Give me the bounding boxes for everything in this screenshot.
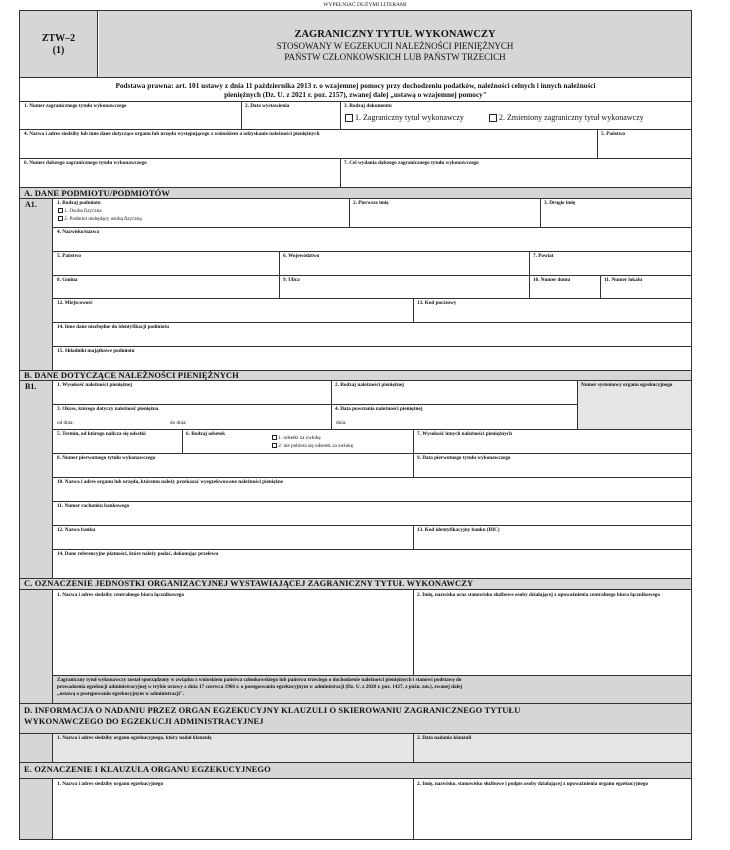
section-a-row-label: A1. bbox=[25, 200, 37, 209]
a-row-7 bbox=[53, 346, 691, 370]
checkbox[interactable] bbox=[58, 208, 63, 213]
legal-basis-line-1: Podstawa prawna: art. 101 ustawy z dnia 11 października 2013 r. o wzajemnej pomocy przy dochodzeniu podatków, należności celnych i innych należności bbox=[115, 81, 596, 90]
entity-type-option-1[interactable] bbox=[58, 208, 102, 214]
field-postal-code: 13. Kod pocztowy bbox=[417, 300, 457, 306]
checkbox[interactable] bbox=[489, 114, 497, 122]
divider bbox=[340, 158, 341, 187]
option-label: 1. Zagraniczny tytuł wykonawczy bbox=[355, 113, 464, 122]
field-payment-reference: 14. Dane referencyjne płatności, które należy podać, dokonując przelewu bbox=[57, 551, 219, 557]
origin-date-day: dnia: bbox=[336, 420, 347, 426]
section-c-note-line-2: prowadzenia egzekucji administracyjnej w trybie ustawy z dnia 17 czerwca 1966 r. o postępowaniu egzekucyjnym w administracji (Dz. U. z 2020 r. poz. 1427, z późn. zm.), zwanej dalej bbox=[57, 684, 463, 690]
form-code: ZTW–2 bbox=[41, 33, 76, 44]
field-further-title-purpose: 7. Cel wydania dalszego zagranicznego tytułu wykonawczego bbox=[344, 160, 479, 166]
divider bbox=[241, 101, 242, 129]
field-county: 7. Powiat bbox=[533, 253, 554, 259]
section-a-title: A. DANE PODMIOTU/PODMIOTÓW bbox=[24, 188, 170, 198]
a-row-3 bbox=[53, 251, 691, 275]
divider bbox=[413, 733, 414, 762]
divider bbox=[331, 404, 332, 429]
legal-basis bbox=[20, 77, 691, 101]
field-commune: 8. Gmina bbox=[57, 277, 78, 283]
field-enforcement-officer: 2. Imię, nazwisko, stanowisko służbowe i podpis osoby działającej z upoważnienia organu egzekucyjnego bbox=[417, 781, 649, 787]
b-row-7 bbox=[53, 525, 691, 549]
section-d-left-column bbox=[20, 733, 53, 762]
section-c-note-line-3: „ustawą o postępowaniu egzekucyjnym w administracji". bbox=[57, 691, 185, 697]
section-b-title: B. DANE DOTYCZĄCE NALEŻNOŚCI PIENIĘŻNYCH bbox=[24, 370, 239, 380]
field-voivodeship: 6. Województwo bbox=[283, 253, 320, 259]
field-country: 5. Państwo bbox=[601, 131, 625, 137]
section-b-row-label: B1. bbox=[25, 382, 37, 391]
option-label: 1. Osoba fizyczna bbox=[64, 208, 102, 214]
checkbox[interactable] bbox=[272, 443, 277, 448]
legal-basis-line-2: pieniężnych (Dz. U. z 2021 r. poz. 2157), zwanej dalej „ustawą o wzajemnej pomocy" bbox=[224, 90, 487, 99]
period-to: do dnia: bbox=[170, 420, 187, 426]
divider bbox=[279, 251, 280, 275]
field-enforcement-authority: 1. Nazwa i adres siedziby organu egzekucyjnego bbox=[57, 781, 164, 787]
entity-type-option-2[interactable] bbox=[58, 216, 142, 222]
form-code-cell bbox=[20, 11, 98, 77]
form-title: ZAGRANICZNY TYTUŁ WYKONAWCZY bbox=[294, 29, 496, 40]
field-bank-account: 11. Numer rachunku bankowego bbox=[57, 503, 130, 509]
document-type-option-1[interactable] bbox=[345, 113, 464, 122]
e-row-1 bbox=[53, 778, 691, 839]
field-entity-type: 1. Rodzaj podmiotu bbox=[57, 200, 101, 206]
field-further-title-number: 6. Numer dalszego zagranicznego tytułu wykonawczego bbox=[24, 160, 147, 166]
c-row-1 bbox=[53, 589, 691, 675]
form-subtitle-1: STOSOWANY W EGZEKUCJI NALEŻNOŚCI PIENIĘŻNYCH bbox=[276, 41, 514, 51]
form-version: (1) bbox=[52, 45, 65, 56]
section-e-left-column bbox=[20, 778, 53, 839]
field-recipient-authority: 10. Nazwa i adres organu lub urzędu, któremu należy przekazać wyegzekwowane należności pieniężne bbox=[57, 479, 284, 485]
field-state: 5. Państwo bbox=[57, 253, 81, 259]
section-c-note-line-1: Zagraniczny tytuł wykonawczy został sporządzony w związku z wnioskiem państwa członkowskiego lub państwa trzeciego o dochodzenie należności pieniężnych i stanowi podstawę do bbox=[57, 677, 462, 683]
field-requesting-authority: 4. Nazwa i adres siedziby lub inne dane dotyczące organu lub urzędu występującego z wnioskiem o odzyskanie należności pieniężnych bbox=[24, 131, 320, 137]
divider bbox=[413, 589, 414, 675]
field-apartment-number: 11. Numer lokalu bbox=[604, 277, 643, 283]
field-system-number: Numer systemowy organu egzekucyjnego bbox=[581, 382, 673, 388]
interest-type-option-1[interactable] bbox=[272, 435, 321, 441]
checkbox[interactable] bbox=[272, 435, 277, 440]
section-d-title-line-1: D. INFORMACJA O NADANIU PRZEZ ORGAN EGZEKUCYJNY KLAUZULI O SKIEROWANIU ZAGRANICZNEGO TYTUŁU bbox=[24, 705, 521, 715]
b-row-6 bbox=[53, 501, 691, 525]
field-street: 9. Ulica bbox=[283, 277, 300, 283]
field-origin-date: 4. Data powstania należności pieniężnej bbox=[335, 406, 423, 412]
field-original-title-number: 8. Numer pierwotnego tytułu wykonawczego bbox=[57, 455, 156, 461]
divider bbox=[540, 198, 541, 227]
field-bic: 13. Kod identyfikacyjny banku (BIC) bbox=[417, 527, 500, 533]
field-issue-date: 2. Data wystawienia bbox=[245, 103, 290, 109]
section-b-left-column bbox=[20, 380, 53, 578]
divider bbox=[600, 275, 601, 298]
divider bbox=[529, 275, 530, 298]
field-interest-start: 5. Termin, od którego nalicza się odsetki bbox=[57, 431, 146, 437]
a-row-4 bbox=[53, 275, 691, 298]
field-liaison-officer: 2. Imię, nazwisko oraz stanowisko służbowe osoby działającej z upoważnienia centralnego biura łącznikowego bbox=[417, 592, 660, 598]
divider bbox=[529, 251, 530, 275]
a-row-5 bbox=[53, 298, 691, 322]
field-second-name: 3. Drugie imię bbox=[544, 200, 576, 206]
top-note: WYPEŁNIAĆ DUŻYMI LITERAMI bbox=[323, 2, 407, 8]
divider bbox=[413, 298, 414, 322]
field-amount: 1. Wysokość należności pieniężnej bbox=[57, 382, 132, 388]
field-house-number: 10. Numer domu bbox=[533, 277, 571, 283]
field-document-type: 3. Rodzaj dokumentu bbox=[344, 103, 392, 109]
field-other-identification: 14. Inne dane niezbędne do identyfikacji podmiotu bbox=[57, 324, 169, 330]
checkbox[interactable] bbox=[58, 216, 63, 221]
section-a-left-column bbox=[20, 198, 53, 370]
field-title-number: 1. Numer zagranicznego tytułu wykonawczego bbox=[24, 103, 127, 109]
field-interest-type: 6. Rodzaj odsetek bbox=[186, 431, 226, 437]
field-other-amounts: 7. Wysokość innych należności pieniężnych bbox=[417, 431, 512, 437]
section-c-title: C. OZNACZENIE JEDNOSTKI ORGANIZACYJNEJ WYSTAWIAJĄCEJ ZAGRANICZNY TYTUŁ WYKONAWCZY bbox=[24, 578, 474, 588]
field-claim-type: 2. Rodzaj należności pieniężnej bbox=[335, 382, 404, 388]
option-label: 2. Podmiot niebędący osobą fizyczną bbox=[64, 216, 142, 222]
field-liaison-office: 1. Nazwa i adres siedziby centralnego biura łącznikowego bbox=[57, 592, 184, 598]
b-row-3 bbox=[53, 429, 691, 453]
field-clause-date: 2. Data nadania klauzuli bbox=[417, 735, 472, 741]
divider bbox=[279, 275, 280, 298]
section-d-title-line-2: WYKONAWCZEGO DO EGZEKUCJI ADMINISTRACYJNEJ bbox=[24, 716, 264, 726]
option-label: 2. Zmieniony zagraniczny tytuł wykonawczy bbox=[499, 113, 644, 122]
section-e-title: E. OZNACZENIE I KLAUZULA ORGANU EGZEKUCYJNEGO bbox=[24, 764, 271, 774]
divider bbox=[413, 525, 414, 549]
field-surname: 4. Nazwisko/nazwa bbox=[57, 229, 100, 235]
divider bbox=[597, 129, 598, 158]
divider bbox=[331, 380, 332, 404]
field-first-name: 2. Pierwsze imię bbox=[353, 200, 389, 206]
option-label: 2. nie pobiera się odsetek za zwłokę bbox=[278, 443, 354, 449]
checkbox[interactable] bbox=[345, 114, 353, 122]
field-bank-name: 12. Nazwa banku bbox=[57, 527, 96, 533]
divider bbox=[340, 101, 341, 129]
divider bbox=[413, 453, 414, 477]
form-title-cell bbox=[99, 11, 691, 77]
period-from: od dnia: bbox=[57, 420, 74, 426]
divider bbox=[349, 198, 350, 227]
field-town: 12. Miejscowość bbox=[57, 300, 93, 306]
interest-type-option-2[interactable] bbox=[272, 443, 353, 449]
divider bbox=[182, 429, 183, 453]
form-subtitle-2: PAŃSTW CZŁONKOWSKICH LUB PAŃSTW TRZECICH bbox=[284, 52, 506, 62]
field-original-title-date: 9. Data pierwotnego tytułu wykonawczego bbox=[417, 455, 511, 461]
divider bbox=[413, 778, 414, 839]
field-period: 3. Okres, którego dotyczy należność pieniężna bbox=[57, 406, 159, 412]
option-label: 1. odsetki za zwłokę bbox=[278, 435, 321, 441]
a-row-2 bbox=[53, 227, 691, 251]
section-c-left-column bbox=[20, 589, 53, 703]
field-clause-authority: 1. Nazwa i adres siedziby organu egzekucyjnego, który nadał klauzulę bbox=[57, 735, 212, 741]
document-type-option-2[interactable] bbox=[489, 113, 644, 122]
divider bbox=[413, 429, 414, 453]
field-assets: 15. Składniki majątkowe podmiotu bbox=[57, 348, 135, 354]
